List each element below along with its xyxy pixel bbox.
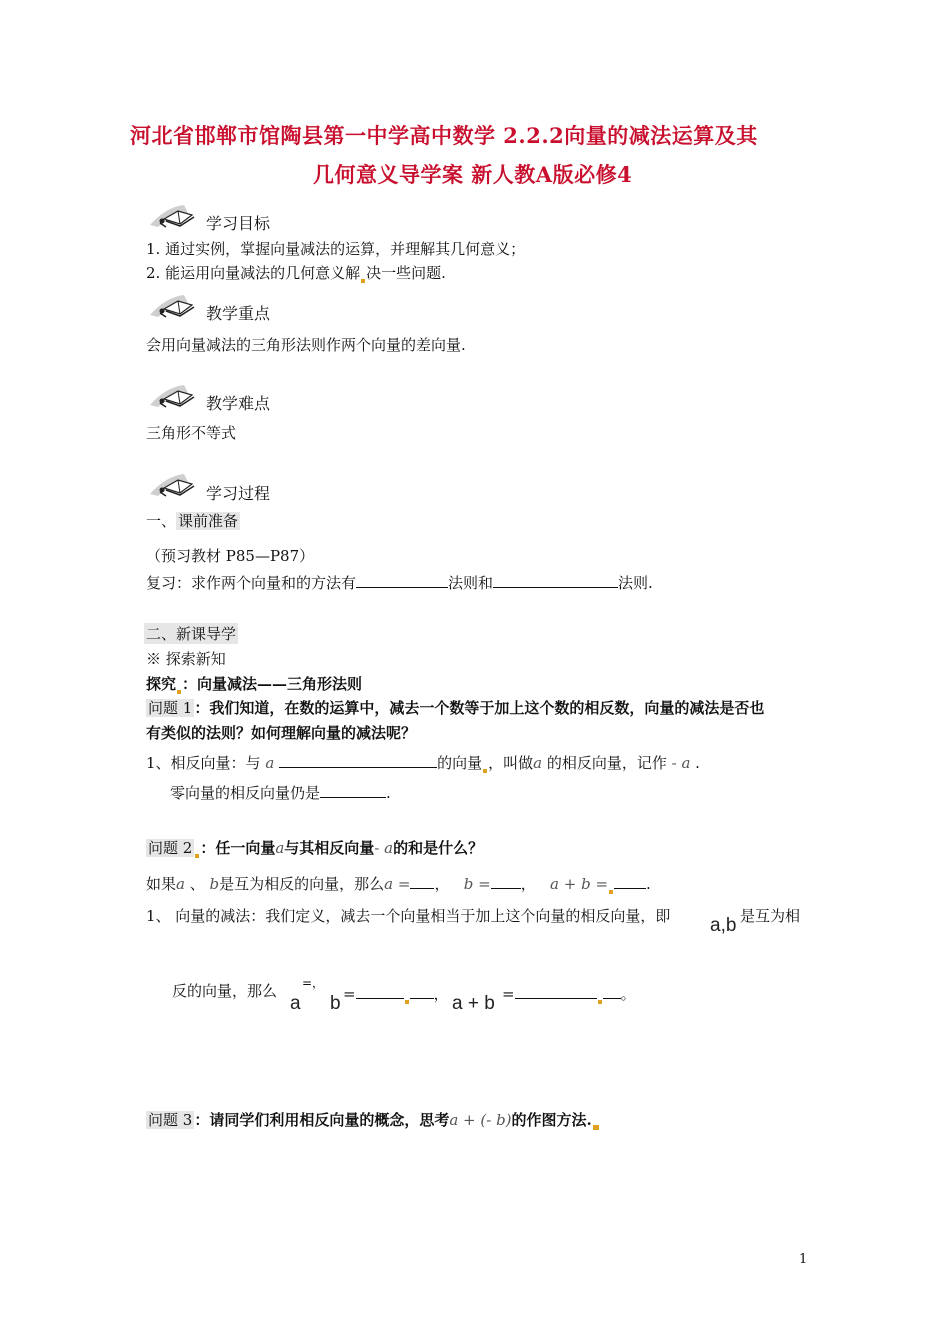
question-3-text-a: ：请同学们利用相反向量的概念，思考 xyxy=(194,1111,450,1129)
explore-heading: ※ 探索新知 xyxy=(146,650,226,668)
review-text-c: 法则. xyxy=(618,574,653,592)
opposite-text-c: ，叫做 xyxy=(488,754,534,772)
vector-a-plus-b: a + b xyxy=(452,993,495,1014)
fill-blank[interactable] xyxy=(603,984,621,999)
book-icon xyxy=(146,377,210,411)
question-1-text-a: ：我 xyxy=(194,699,225,717)
pair-text-b: 是互为相反的向量，那么 xyxy=(219,875,385,893)
goal-item-2-part-b: 决一些问题. xyxy=(366,264,446,282)
question-2-text-a: ：任一向量 xyxy=(200,839,276,857)
opposite-text-b: 的向量 xyxy=(437,754,483,772)
vector-a: a xyxy=(275,839,285,857)
definition-end: 。 xyxy=(620,985,636,1003)
pair-separator: 、 xyxy=(184,875,205,893)
definition-eq-1: =， xyxy=(302,976,325,990)
definition-text-b: 是互为相 xyxy=(740,907,801,925)
fill-blank[interactable] xyxy=(491,874,521,889)
fill-blank[interactable] xyxy=(356,573,448,588)
review-line xyxy=(146,572,653,593)
section-heading-goals: 学习目标 xyxy=(206,214,271,233)
definition-text-c: 反的向量，那么 xyxy=(172,982,278,1000)
vector-b: b xyxy=(209,875,220,893)
definition-eq-2: = xyxy=(343,985,356,1003)
vector-b: b xyxy=(330,993,341,1014)
vector-neg-a: - a xyxy=(374,839,394,857)
question-2-text-c: 的和是什么？ xyxy=(393,839,484,857)
goal-item-2 xyxy=(146,262,446,283)
vector-a: a xyxy=(533,754,543,772)
question-2-label: 问题 2 xyxy=(148,839,193,857)
fill-blank[interactable] xyxy=(356,984,404,999)
question-1-label: 问题 1 xyxy=(148,699,193,717)
expression-a-plus-neg-b: a + (- b) xyxy=(449,1111,512,1129)
question-1-text-b: 们知道，在数的运算中，减去一个数等于加上这个数的相反数，向量的减法是否也 xyxy=(224,699,765,717)
opposite-pair-line xyxy=(146,873,651,894)
pair-comma: ， xyxy=(520,875,536,893)
definition-text-a: 1、 向量的减法：我们定义，减去一个向量相当于加上这个向量的相反向量，即 xyxy=(146,907,671,925)
pair-text-a: 如果 xyxy=(146,875,177,893)
vector-a: a xyxy=(290,993,301,1014)
opposite-vector-definition xyxy=(146,752,700,773)
marker-dot xyxy=(483,769,487,773)
subtraction-definition-line-1 xyxy=(146,905,670,926)
opposite-text-e: 的相反向量，记作 xyxy=(542,754,667,772)
section-heading-key-points: 教学重点 xyxy=(206,304,271,323)
inquiry-title: ：向量减法——三角形法则 xyxy=(182,675,363,693)
part1-heading xyxy=(146,510,240,531)
fill-blank[interactable] xyxy=(515,984,597,999)
vector-a: a xyxy=(176,875,185,893)
pair-comma: ， xyxy=(434,875,450,893)
opposite-text-g: . xyxy=(690,754,700,772)
fill-blank[interactable] xyxy=(410,984,434,999)
part1-prefix: 一、 xyxy=(146,512,177,530)
document-title-line-1: 河北省邯郸市馆陶县第一中学高中数学 2.2.2向量的减法运算及其 xyxy=(130,123,758,148)
question-1-line-1 xyxy=(146,697,764,718)
book-icon xyxy=(146,197,210,231)
inquiry-label: 探究 xyxy=(146,675,177,693)
fill-blank[interactable] xyxy=(493,573,618,588)
book-icon xyxy=(146,466,210,500)
fill-blank[interactable] xyxy=(279,753,437,768)
goal-item-1: 1. 通过实例，掌握向量减法的运算，并理解其几何意义； xyxy=(146,240,526,258)
section-heading-process: 学习过程 xyxy=(206,484,271,503)
opposite-text-a: 1、相反向量：与 xyxy=(146,754,261,772)
question-1-line-2: 有类似的法则？如何理解向量的减法呢？ xyxy=(146,724,417,742)
equation-a: a = xyxy=(384,875,411,893)
equation-b: b = xyxy=(463,875,491,893)
marker-dot xyxy=(361,279,365,283)
marker-dot xyxy=(177,690,181,694)
zero-vector-line xyxy=(170,782,391,803)
zero-vector-end: . xyxy=(386,784,391,802)
key-point-text: 会用向量减法的三角形法则作两个向量的差向量. xyxy=(146,336,466,354)
fill-blank[interactable] xyxy=(614,874,646,889)
equation-a-plus-b: a + b = xyxy=(550,875,609,893)
section-heading-difficulties: 教学难点 xyxy=(206,394,271,413)
marker-dot xyxy=(609,890,613,894)
goal-item-2-part-a: 2. 能运用向量减法的几何意义解 xyxy=(146,264,361,282)
question-3-label: 问题 3 xyxy=(148,1111,193,1129)
vector-neg-a: - a xyxy=(671,754,691,772)
marker-dot xyxy=(405,1000,409,1004)
fill-blank[interactable] xyxy=(320,783,386,798)
difficulty-text: 三角形不等式 xyxy=(146,424,237,442)
review-text-a: 复习：求作两个向量和的方法有 xyxy=(146,574,357,592)
preview-note: （预习教材 P85—P87） xyxy=(146,547,315,565)
fill-blank[interactable] xyxy=(410,874,434,889)
question-3-line xyxy=(146,1109,600,1130)
document-title-line-2: 几何意义导学案 新人教A版必修4 xyxy=(313,162,633,187)
zero-vector-text: 零向量的相反向量仍是 xyxy=(170,784,321,802)
page-number: 1 xyxy=(799,1252,808,1267)
marker-dot xyxy=(598,1000,602,1004)
part2-heading: 二、新课导学 xyxy=(146,625,237,643)
vector-pair-ab: a,b xyxy=(710,915,737,936)
definition-blank-group-2 xyxy=(502,983,636,1004)
book-icon xyxy=(146,287,210,321)
marker-dot xyxy=(593,1125,599,1130)
definition-eq-3: = xyxy=(502,985,515,1003)
vector-a: a xyxy=(265,754,275,772)
definition-comma: ， xyxy=(433,985,449,1003)
pair-end: . xyxy=(646,875,651,893)
inquiry-heading xyxy=(146,673,362,694)
review-text-b: 法则和 xyxy=(448,574,494,592)
question-2-line xyxy=(146,837,483,858)
part1-title: 课前准备 xyxy=(178,512,239,530)
question-2-text-b: 与其相反向量 xyxy=(284,839,375,857)
marker-dot xyxy=(195,854,199,858)
definition-blank-group-1 xyxy=(343,983,449,1004)
question-3-text-b: 的作图方法. xyxy=(511,1111,592,1129)
